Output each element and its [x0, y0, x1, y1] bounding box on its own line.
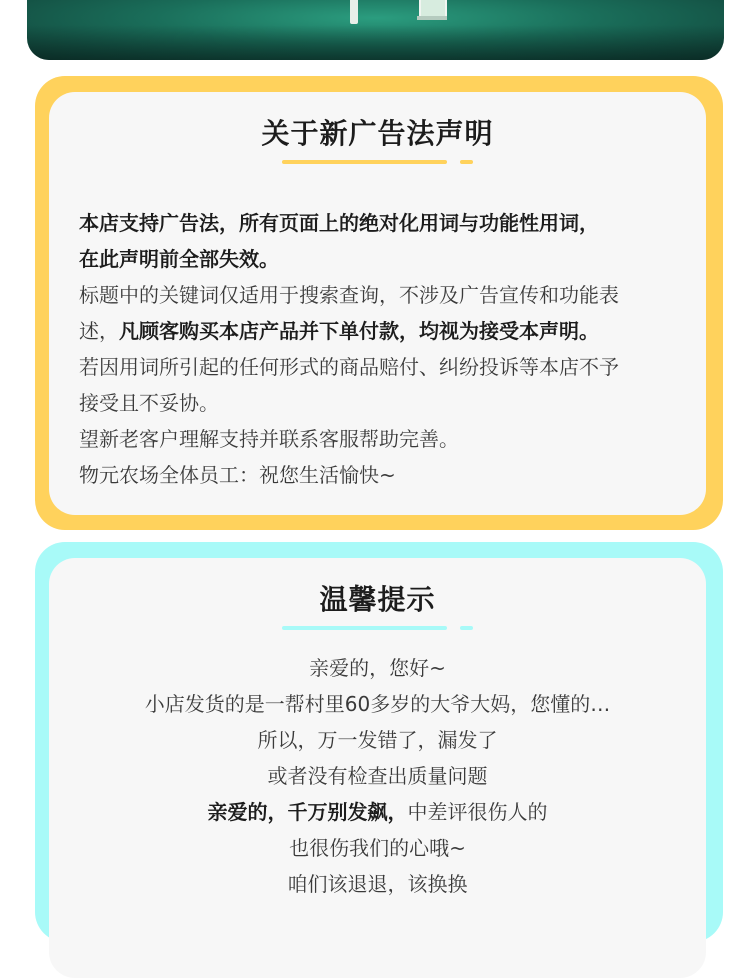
- ad-law-notice-panel: [49, 92, 706, 515]
- notice-line: 在此声明前全部失效。: [79, 247, 279, 271]
- warm-tips-title: 温馨提示: [319, 583, 436, 616]
- tips-line-bold: 亲爱的，千万别发飙，: [207, 800, 408, 824]
- tips-line: 或者没有检查出质量问题: [267, 764, 488, 788]
- ad-law-notice-title: 关于新广告法声明: [261, 117, 494, 150]
- notice-line: [79, 313, 679, 349]
- product-photo-strip: [27, 0, 724, 60]
- photo-box-base: [417, 16, 447, 20]
- tips-line: [49, 794, 706, 830]
- tips-line: 咱们该退退，该换换: [287, 872, 468, 896]
- tips-line-part: 中差评很伤人的: [407, 800, 548, 824]
- warm-tips-body: [49, 650, 706, 902]
- notice-line: 若因用词所引起的任何形式的商品赔付、纠纷投诉等本店不予: [79, 355, 619, 379]
- ad-law-notice-card: [35, 76, 723, 530]
- tips-line: 也很伤我们的心哦~: [289, 836, 466, 860]
- notice-line: 望新老客户理解支持并联系客服帮助完善。: [79, 427, 459, 451]
- tips-line: 亲爱的，您好~: [309, 656, 446, 680]
- ad-law-notice-body: [79, 205, 679, 493]
- notice-line-bold: 凡顾客购买本店产品并下单付款，均视为接受本声明。: [119, 319, 599, 343]
- title-underline: [282, 160, 447, 164]
- notice-line: 本店支持广告法，所有页面上的绝对化用词与功能性用词，: [79, 211, 599, 235]
- notice-line: 物元农场全体员工：祝您生活愉快~: [79, 463, 396, 487]
- photo-shade: [27, 25, 724, 60]
- tips-line: 所以，万一发错了，漏发了: [257, 728, 498, 752]
- warm-tips-card: [35, 542, 723, 942]
- notice-line: 标题中的关键词仅适用于搜索查询，不涉及广告宣传和功能表: [79, 283, 619, 307]
- notice-line-part: 述，: [79, 319, 119, 343]
- title-underline-dot: [460, 626, 473, 630]
- tips-line: 小店发货的是一帮村里60多岁的大爷大妈，您懂的…: [144, 692, 611, 716]
- photo-post: [350, 0, 358, 24]
- title-underline: [282, 626, 447, 630]
- title-underline-dot: [460, 160, 473, 164]
- warm-tips-panel: [49, 558, 706, 978]
- notice-line: 接受且不妥协。: [79, 391, 219, 415]
